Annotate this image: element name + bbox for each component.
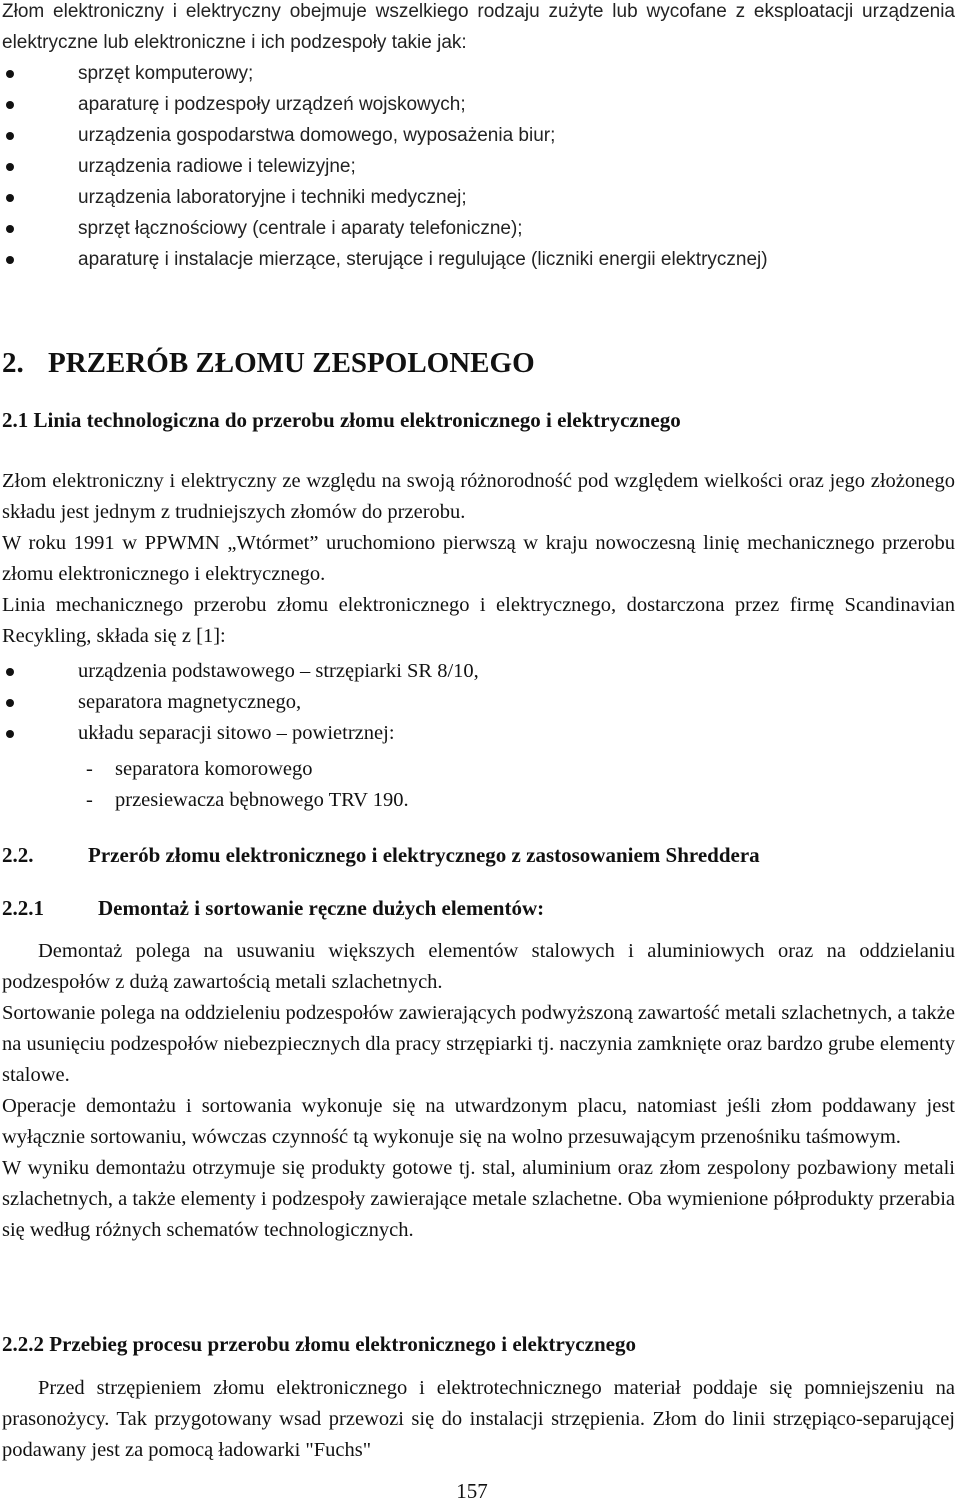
paragraph: Linia mechanicznego przerobu złomu elektronicznego i elektrycznego, dostarczona przez firmę Scandinavian Recykling, składa się z [1]: bbox=[2, 594, 955, 647]
section-number: 2.2. bbox=[2, 843, 34, 867]
section-title: Przerób złomu elektronicznego i elektrycznego z zastosowaniem Shreddera bbox=[88, 843, 760, 867]
section-heading-2-2 bbox=[2, 840, 760, 871]
paragraph: W roku 1991 w PPWMN „Wtórmet” uruchomiono pierwszą w kraju nowoczesną linię mechanicznego przerobu złomu elektronicznego i elektrycznego. bbox=[2, 532, 955, 585]
section-title: PRZERÓB ZŁOMU ZESPOLONEGO bbox=[48, 347, 535, 379]
paragraph: Sortowanie polega na oddzieleniu podzespołów zawierających podwyższoną zawartość metali szlachetnych, a także na usunięciu podzespołów niebezpiecznych dla pracy strzępiarki tj. naczynia zamknięte oraz bardzo grube elementy stalowe. bbox=[2, 1002, 955, 1086]
list-item: urządzenia radiowe i telewizyjne; bbox=[2, 151, 955, 182]
list-item: - przesiewacza bębnowego TRV 190. bbox=[86, 785, 409, 816]
section-2-2-1-body bbox=[2, 936, 955, 1246]
list-item: urządzenia podstawowego – strzępiarki SR 8/10, bbox=[2, 656, 955, 687]
section-heading-2-2-1 bbox=[2, 893, 544, 924]
paragraph: Złom elektroniczny i elektryczny ze względu na swoją różnorodność pod względem wielkości oraz jego złożonego składu jest jednym z trudniejszych złomów do przerobu. bbox=[2, 470, 955, 523]
paragraph: Operacje demontażu i sortowania wykonuje się na utwardzonym placu, natomiast jeśli złom poddawany jest wyłącznie sortowaniu, wówczas czynność tą wykonuje się na wolno przesuwającym przenośniku taśmowym. bbox=[2, 1095, 955, 1148]
list-item: sprzęt łącznościowy (centrale i aparaty telefoniczne); bbox=[2, 213, 955, 244]
list-item: urządzenia gospodarstwa domowego, wyposażenia biur; bbox=[2, 120, 955, 151]
page-number: 157 bbox=[456, 1479, 488, 1503]
paragraph: Przed strzępieniem złomu elektronicznego i elektrotechnicznego materiał poddaje się pomniejszeniu na prasonożycy. Tak przygotowany wsad przewozi się do instalacji strzępienia. Złom do linii strzępiąco-separującej podawany jest za pomocą ładowarki "Fuchs" bbox=[2, 1377, 955, 1461]
section-heading-2-2-2: 2.2.2 Przebieg procesu przerobu złomu elektronicznego i elektrycznego bbox=[2, 1332, 636, 1356]
section-heading-2-1: 2.1 Linia technologiczna do przerobu złomu elektronicznego i elektrycznego bbox=[2, 408, 681, 432]
list-item: sprzęt komputerowy; bbox=[2, 58, 955, 89]
list-item: urządzenia laboratoryjne i techniki medycznej; bbox=[2, 182, 955, 213]
paragraph: W wyniku demontażu otrzymuje się produkty gotowe tj. stal, aluminium oraz złom zespolony pozbawiony metali szlachetnych, a także elementy i podzespoły zawierające metale szlachetne. Oba wymienione półprodukty przerabia się według różnych schematów technologicznych. bbox=[2, 1157, 955, 1241]
list-item: separatora magnetycznego, bbox=[2, 687, 955, 718]
list-item: układu separacji sitowo – powietrznej: bbox=[2, 718, 955, 749]
intro-paragraph: Złom elektroniczny i elektryczny obejmuje wszelkiego rodzaju zużyte lub wycofane z eksploatacji urządzenia elektryczne lub elektroniczne i ich podzespoły takie jak: bbox=[2, 1, 955, 53]
section-2-2-2-body bbox=[2, 1373, 955, 1466]
list-item: aparaturę i instalacje mierzące, sterujące i regulujące (liczniki energii elektrycznej) bbox=[2, 244, 955, 275]
list-item: - separatora komorowego bbox=[86, 754, 409, 785]
line-components-list bbox=[2, 656, 955, 749]
intro-list bbox=[2, 58, 955, 275]
section-heading-2 bbox=[2, 345, 535, 381]
section-title: Demontaż i sortowanie ręczne dużych elementów: bbox=[98, 896, 545, 920]
list-item: aparaturę i podzespoły urządzeń wojskowych; bbox=[2, 89, 955, 120]
paragraph: Demontaż polega na usuwaniu większych elementów stalowych i aluminiowych oraz na oddzielaniu podzespołów z dużą zawartością metali szlachetnych. bbox=[2, 940, 955, 993]
section-number: 2. bbox=[2, 347, 24, 379]
section-2-1-body bbox=[2, 466, 955, 652]
separation-sublist bbox=[86, 754, 409, 816]
section-number: 2.2.1 bbox=[2, 896, 44, 920]
